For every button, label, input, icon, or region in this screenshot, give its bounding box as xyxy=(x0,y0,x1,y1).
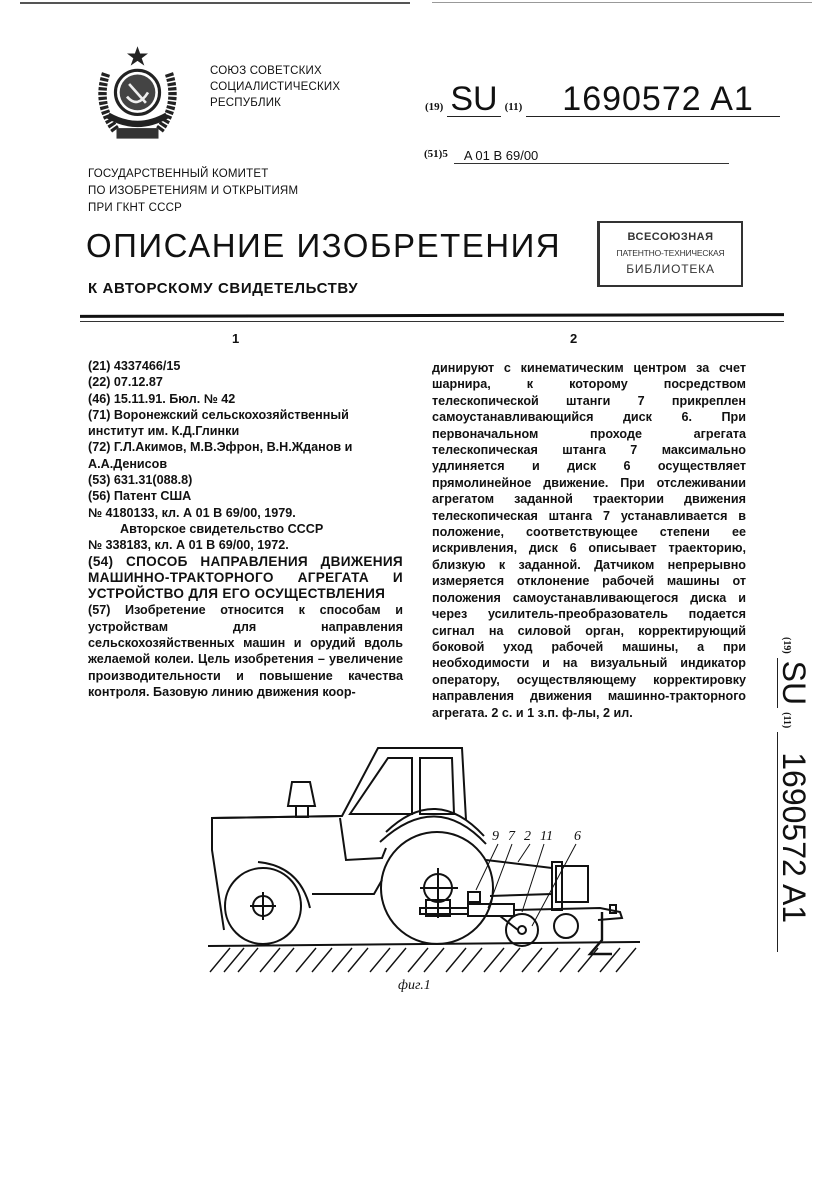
publication-date: (46) 15.11.91. Бюл. № 42 xyxy=(88,391,236,406)
committee-line-3: ПРИ ГКНТ СССР xyxy=(88,202,183,214)
country-code: SU xyxy=(447,82,500,117)
country-line-2: СОЦИАЛИСТИЧЕСКИХ xyxy=(210,81,341,93)
stamp-line-1: ВСЕСОЮЗНАЯ xyxy=(627,231,714,243)
document-subtitle: К АВТОРСКОМУ СВИДЕТЕЛЬСТВУ xyxy=(88,280,359,297)
ipc-classification xyxy=(424,148,729,164)
reference-1: № 4180133, кл. А 01 В 69/00, 1979. xyxy=(88,505,296,520)
inid-code-11: (11) xyxy=(504,101,523,113)
library-stamp xyxy=(597,221,743,287)
patent-identifier xyxy=(425,82,780,117)
scan-edge-rule-right xyxy=(432,2,812,3)
figure-caption: фиг.1 xyxy=(398,978,431,993)
side-inid-code-19: (19) xyxy=(781,637,792,654)
header-divider-thick xyxy=(80,313,784,318)
figure-label-9: 9 xyxy=(492,829,499,844)
applicant: (71) Воронежский сельскохозяйственный институт им. К.Д.Глинки xyxy=(88,407,349,439)
reference-2-heading: Авторское свидетельство СССР xyxy=(120,521,324,536)
reference-2: № 338183, кл. А 01 В 69/00, 1972. xyxy=(88,538,289,553)
bibliographic-column xyxy=(88,358,403,700)
figure-label-7: 7 xyxy=(508,829,515,844)
document-title: ОПИСАНИЕ ИЗОБРЕТЕНИЯ xyxy=(86,227,562,264)
ussr-state-emblem-icon xyxy=(85,42,190,147)
country-line-3: РЕСПУБЛИК xyxy=(210,97,282,109)
stamp-line-2: ПАТЕНТНО-ТЕХНИЧЕСКАЯ xyxy=(616,248,725,258)
references-heading: (56) Патент США xyxy=(88,489,192,504)
side-patent-number: 1690572 A1 xyxy=(777,732,810,952)
figure-label-6: 6 xyxy=(574,829,581,844)
inventors: (72) Г.Л.Акимов, М.В.Эфрон, В.Н.Жданов и А.А.Денисов xyxy=(88,440,353,471)
figure-label-2: 2 xyxy=(524,829,531,844)
header-divider-thin xyxy=(80,321,784,322)
figure-label-11: 11 xyxy=(540,829,553,844)
side-patent-identifier xyxy=(777,637,810,952)
side-country-code: SU xyxy=(777,658,810,708)
ipc-value: A 01 B 69/00 xyxy=(454,148,729,164)
filing-date: (22) 07.12.87 xyxy=(88,375,163,390)
committee-line-2: ПО ИЗОБРЕТЕНИЯМ И ОТКРЫТИЯМ xyxy=(88,185,299,197)
application-number: (21) 4337466/15 xyxy=(88,359,181,373)
scan-edge-rule-left xyxy=(20,2,410,4)
invention-title: (54) СПОСОБ НАПРАВЛЕНИЯ ДВИЖЕНИЯ МАШИННО-ТРАКТОРНОГО АГРЕГАТА И УСТРОЙСТВО ДЛЯ ЕГО ОСУЩЕСТВЛЕНИЯ xyxy=(88,553,403,602)
country-name xyxy=(210,63,340,111)
column-number-2: 2 xyxy=(570,331,578,346)
committee-line-1: ГОСУДАРСТВЕННЫЙ КОМИТЕТ xyxy=(88,168,269,180)
country-line-1: СОЮЗ СОВЕТСКИХ xyxy=(210,65,322,77)
abstract-part-1: (57) Изобретение относится к способам и устройствам для направления сельскохозяйственных машин и орудий вдоль желаемой колеи. Цель изобретения – увеличение производительности и повышение качества контроля. Базовую линию движения коор- xyxy=(88,603,403,699)
abstract-part-2: динируют с кинематическим центром за счет шарнира, к которому посредством телескопической штанги 7 прикреплен самоустанавливающийся диск 6. При первоначальном проходе агрегата телескопическая штанга 7 максимально удлиняется и диск 6 осуществляет прямолинейное движение. При отслеживании агрегатом заданной траектории движения телескопическая штанга 7 устанавливается в положение, соответствующее степени ее искривления, диск 6 описывает траекторию, близкую к заданной. Датчиком непрерывно измеряется отклонение рабочей машины от положения самоустанавливающегося диска и через усилитель-преобразователь подается сигнал на силовой орган, корректирующий боковой уход рабочей машины, а при необходимости и на визуальный индикатор оператору, осуществляющему корректировку направления движения машинно-тракторного агрегата. 2 с. и 1 з.п. ф-лы, 2 ил. xyxy=(432,361,746,720)
inid-code-51: (51)5 xyxy=(424,148,448,160)
stamp-line-3: БИБЛИОТЕКА xyxy=(626,262,715,276)
column-number-1: 1 xyxy=(232,331,240,346)
tractor-figure xyxy=(200,740,640,980)
udc-code: (53) 631.31(088.8) xyxy=(88,473,193,488)
side-inid-code-11: (11) xyxy=(781,712,792,729)
patent-number: 1690572 A1 xyxy=(526,82,780,117)
ground-hatching xyxy=(210,948,636,972)
inid-code-19: (19) xyxy=(425,101,444,113)
committee-name xyxy=(88,166,298,217)
